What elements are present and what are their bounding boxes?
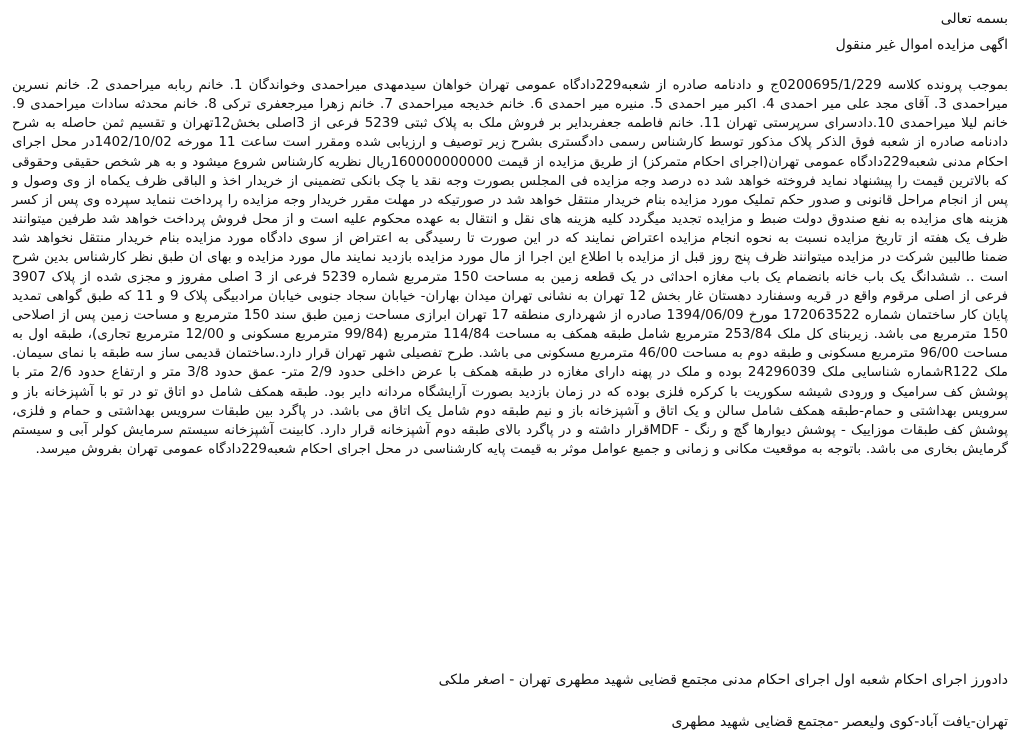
bismillah-heading: بسمه تعالی [940, 11, 1008, 27]
signature-line: دادورز اجرای احکام شعبه اول اجرای احکام مدنی مجتمع قضایی شهید مطهری تهران - اصغر ملکی [438, 672, 1008, 688]
footer-address: تهران-یافت آباد-کوی ولیعصر -مجتمع قضایی شهید مطهری [671, 714, 1008, 730]
notice-title: اگهی مزایده اموال غیر منقول [835, 37, 1008, 53]
notice-body-paragraph: بموجب پرونده کلاسه 0200695/1/229ج و دادنامه صادره از شعبه229دادگاه عمومی تهران خواهان سیدمهدی میراحمدی وخواندگان 1. خانم ربابه میراحمدی 2. خانم نسرین میراحمدی 3. آقای مجد علی میر احمدی 4. اکبر میر احمدی 5. منیره میر احمدی 6. خانم خدیجه میراحمدی 7. خانم زهرا میرجعفری ترکی 8. خانم محدثه سادات میراحمدی 9. خانم لیلا میراحمدی 10.دادسرای سرپرستی تهران 11. خانم فاطمه جعفربدایر بر فروش ملک به پلاک ثبتی 5239 فرعی از 3اصلی بخش12تهران و تقسیم ثمن حاصله به شرح دادنامه صادره از شعبه فوق الذکر پلاک مذکور توسط کارشناس رسمی دادگستری بشرح زیر توصیف و ارزیابی شده ومقرر است ساعت 11 مورخه 1402/10/02در محل اجرای احکام مدنی شعبه229دادگاه عمومی تهران(اجرای احکام متمرکز) از طریق مزایده از قیمت 160000000000ریال نظریه کارشناس شروع میشود و به هر شخص حقیقی وحقوقی که بالاترین قیمت را پیشنهاد نماید فروخته خواهد شد ده درصد وجه مزایده فی المجلس بصورت وجه نقد یا چک بانکی تضمینی از خریدار اخذ و الباقی ظرف یکماه از وی وصول و پس از انجام مراحل قانونی و صدور حکم تملیک مورد مزایده بنام خریدار منتقل خواهد شد در صورتیکه در مهلت مقرر خریدار وجه مزایده را پرداخت ننماید سپرده وی پس از کسر هزینه های مزایده به نفع صندوق دولت ضبط و مزایده تجدید میگردد کلیه هزینه های نقل و انتقال به عهده محکوم علیه است و از محل فروش پرداخت خواهد شد طرفین میتوانند ظرف یک هفته از تاریخ مزایده نسبت به نحوه انجام مزایده اعتراض نمایند که در این صورت تا رسیدگی به اعتراض از سوی دادگاه مورد مزایده بنام خریدار منتقل نخواهد شد ضمنا طالبین شرکت در مزایده میتوانند ظرف پنج روز قبل از مزایده با اطلاع این اجرا از مال مورد مزایده بازدید نمایند مال مورد مزایده و بهای ان طبق نظر کارشناس بدین شرح است .. ششدانگ یک باب خانه بانضمام یک باب مغازه احداثی در یک قطعه زمین به مساحت 150 مترمربع شماره 5239 فرعی از 3 اصلی مفروز و مجزی شده از پلاک 3907 فرعی از اصلی مرقوم واقع در قریه وسفنارد دهستان غار بخش 12 تهران به نشانی تهران میدان بهاران- خیابان سجاد جنوبی خیابان مرادبیگی پلاک 9 و 11 که طبق گواهی تمدید پایان کار ساختمان شماره 172063522 مورخ 1394/06/09 صادره از شهرداری منطقه 17 تهران ابرازی مساحت زمین طبق سند 150 مترمربع و مساحت زمین پس از اصلاحی 150 مترمربع می باشد. زیربنای کل ملک 253/84 مترمربع شامل طبقه همکف به مساحت 114/84 مترمربع (99/84 مترمربع مسکونی و 12/00 مترمربع تجاری)، طبقه اول به مساحت 96/00 مترمربع مسکونی و طبقه دوم به مساحت 46/00 مترمربع مسکونی می باشد. طرح تفصیلی شهر تهران قرار دارد.ساختمان قدیمی ساز سه طبقه با نمای سیمان. ملک R122شماره شناسایی ملک 24296039 بوده و ملک در پهنه دارای مغازه در طبقه همکف با عرض داخلی حدود 2/9 متر- عمق حدود 3/8 متر و ارتفاع حدود 2/6 متر با پوشش کف سرامیک و ورودی شیشه سکوریت با کرکره فلزی بوده که در زمان بازدید بصورت آرایشگاه مردانه دایر بود. طبقه همکف شامل دو اتاق تو در تو با آشپزخانه باز و سرویس بهداشتی و حمام-طبقه همکف شامل سالن و یک اتاق و آشپزخانه باز و نیم طبقه دوم شامل یک اتاق می باشد. در پاگرد بین طبقات سرویس بهداشتی و حمام و فلزی، پوشش کف طبقات موزاییک - پوشش دیوارها گچ و رنگ - MDFقرار داشته و در پاگرد بالای طبقه دوم آشپزخانه قرار دارد. کابینت آشپزخانه سیستم سرمایش کولر آبی و سیستم گرمایش بخاری می باشد. باتوجه به موقعیت مکانی و زمانی و جمیع عوامل موثر به قیمت پایه کارشناسی در محل اجرای احکام شعبه229دادگاه عمومی تهران بفروش میرسد. [12, 78, 1009, 457]
